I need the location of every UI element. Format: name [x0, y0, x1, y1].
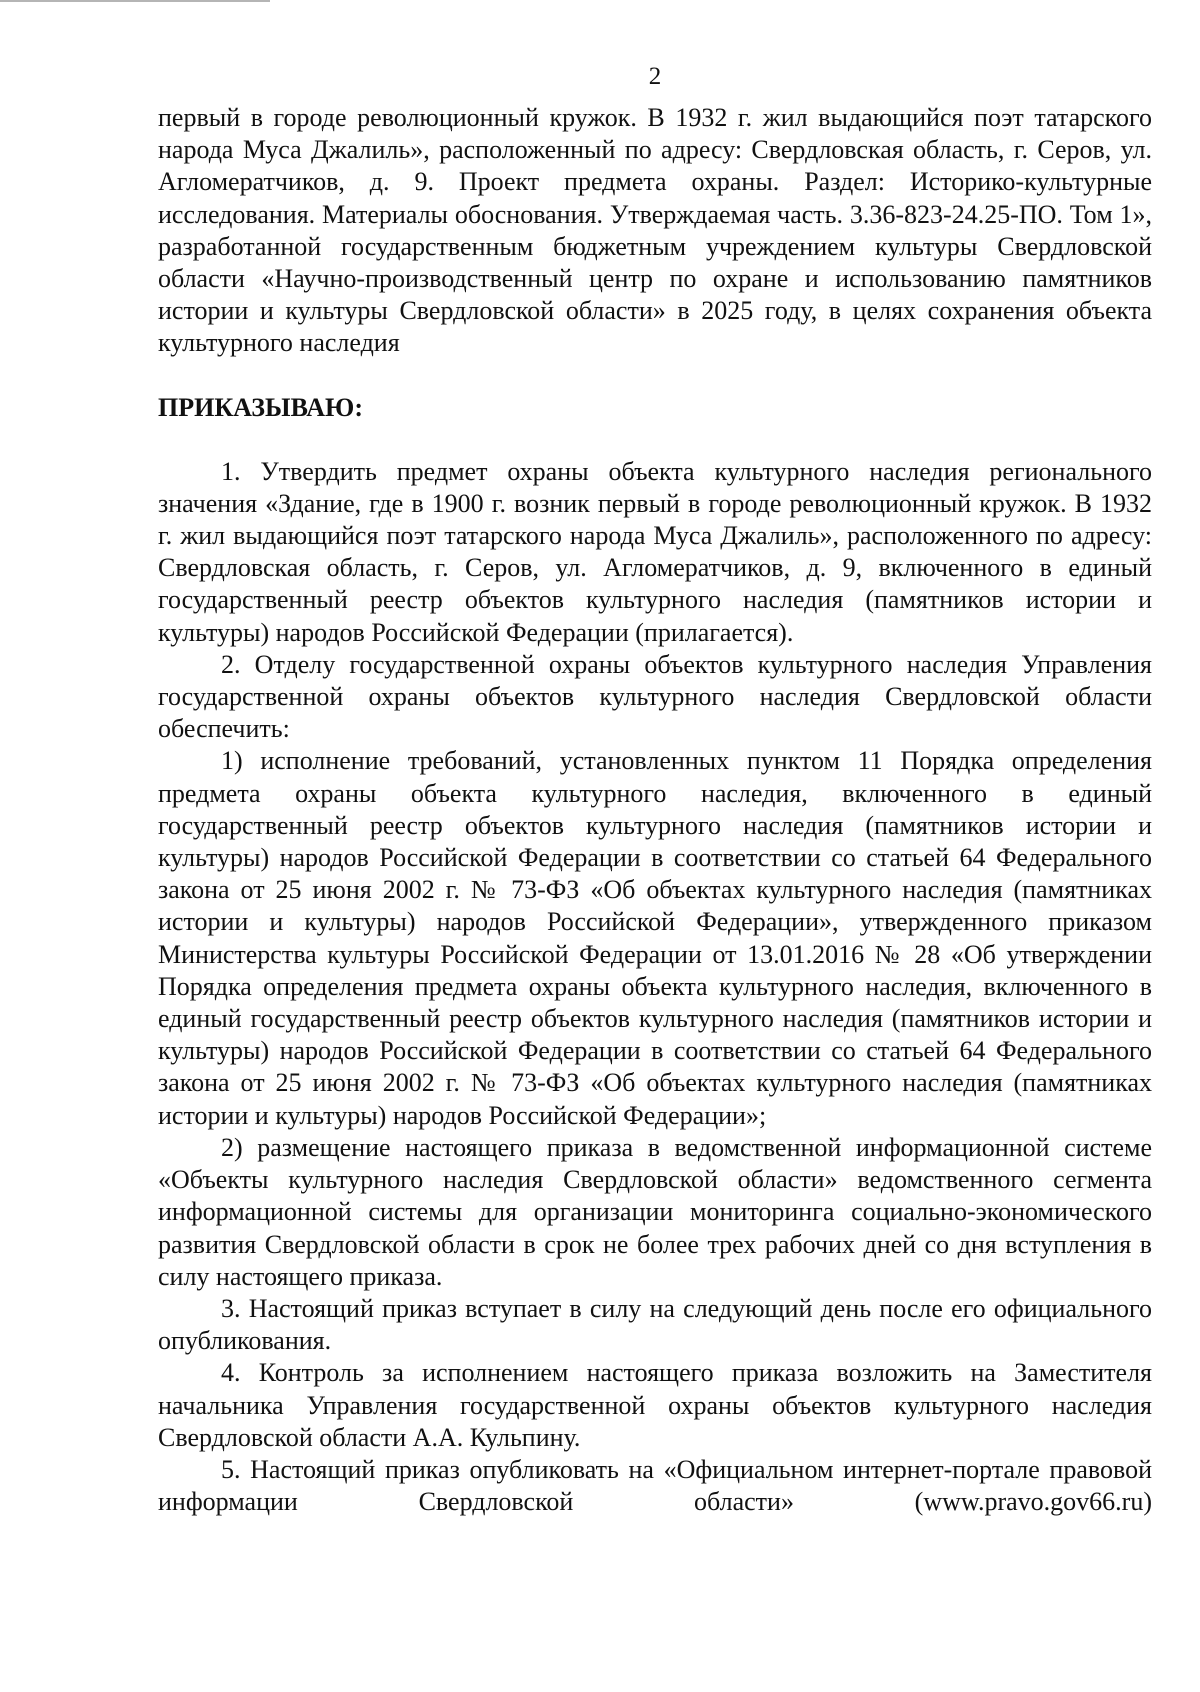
document-page — [158, 62, 1152, 1518]
item-4-paragraph: 4. Контроль за исполнением настоящего приказа возложить на Заместителя начальника Управления государственной охраны объектов культурного наследия Свердловской области А.А. Кульпину. — [158, 1358, 1152, 1452]
item-1-paragraph: 1. Утвердить предмет охраны объекта культурного наследия регионального значения «Здание, где в 1900 г. возник первый в городе революционный кружок. В 1932 г. жил выдающийся поэт татарского народа Муса Джалиль», расположенного по адресу: Свердловская область, г. Серов, ул. Агломератчиков, д. 9, включенного в единый государственный реестр объектов культурного наследия (памятников истории и культуры) народов Российской Федерации (прилагается). — [158, 456, 1152, 647]
item-2-paragraph: 2. Отделу государственной охраны объектов культурного наследия Управления государственной охраны объектов культурного наследия Свердловской области обеспечить: — [158, 649, 1152, 744]
item-3-paragraph: 3. Настоящий приказ вступает в силу на следующий день после его официального опубликования. — [158, 1293, 1152, 1356]
subitem-1-paragraph: 1) исполнение требований, установленных пунктом 11 Порядка определения предмета охраны объекта культурного наследия, включенного в единый государственный реестр объектов культурного наследия (памятников истории и культуры) народов Российской Федерации в соответствии со статьей 64 Федерального закона от 25 июня 2002 г. № 73-ФЗ «Об объектах культурного наследия (памятниках истории и культуры) народов Российской Федерации», утвержденного приказом Министерства культуры Российской Федерации от 13.01.2016 № 28 «Об утверждении Порядка определения предмета охраны объекта культурного наследия, включенного в единый государственный реестр объектов культурного наследия (памятников истории и культуры) народов Российской Федерации в соответствии со статьей 64 Федерального закона от 25 июня 2002 г. № 73-ФЗ «Об объектах культурного наследия (памятниках истории и культуры) народов Российской Федерации»; — [158, 746, 1152, 1130]
item-5-paragraph: 5. Настоящий приказ опубликовать на «Официальном интернет-портале правовой информации Свердловской области» (www.pravo.gov66.ru) — [158, 1454, 1152, 1517]
page-number: 2 — [648, 63, 662, 90]
subitem-2-paragraph: 2) размещение настоящего приказа в ведомственной информационной системе «Объекты культурного наследия Свердловской области» ведомственного сегмента информационной системы для организации мониторинга социально-экономического развития Свердловской области в срок не более трех рабочих дней со дня вступления в силу настоящего приказа. — [158, 1132, 1152, 1291]
order-heading: ПРИКАЗЫВАЮ: — [158, 392, 363, 422]
intro-paragraph: первый в городе революционный кружок. В 1932 г. жил выдающийся поэт татарского народа Муса Джалиль», расположенный по адресу: Свердловская область, г. Серов, ул. Агломератчиков, д. 9. Проект предмета охраны. Раздел: Историко-культурные исследования. Материалы обоснования. Утверждаемая часть. 3.36-823-24.25-ПО. Том 1», разработанной государственным бюджетным учреждением культуры Свердловской области «Научно-производственный центр по охране и использованию памятников истории и культуры Свердловской области» в 2025 году, в целях сохранения объекта культурного наследия — [158, 103, 1152, 358]
scan-edge-line — [0, 0, 270, 2]
